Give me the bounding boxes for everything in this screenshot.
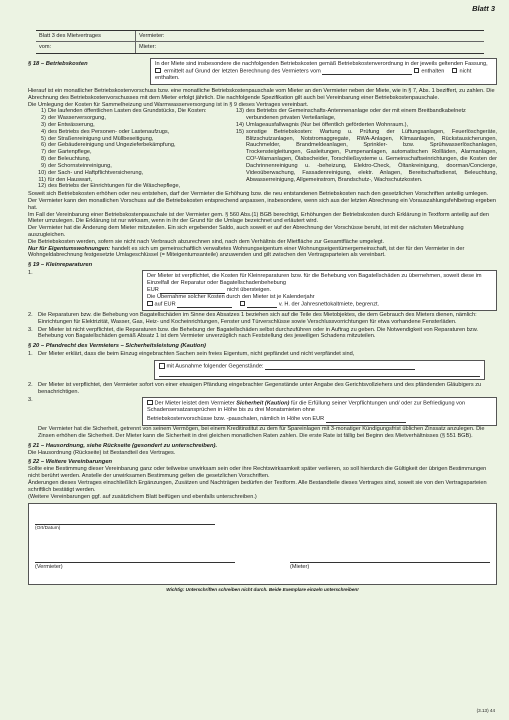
tenant-signature-field[interactable]: (Mieter)	[290, 562, 490, 571]
annual-percent-field[interactable]	[247, 302, 277, 308]
s18-paragraph-1: Hierauf ist ein monatlicher Betriebskostenvorschuss bzw. eine monatliche Betriebskostenpauschale vom Mieter an den Vermieter neben der Miete, wie in § 7, Abs. 1 beziffert, zu zahlen. Die Abrechnung des Betriebskostenvorschusses mit dem Mieter erfolgt jährlich. Die nachfolgende Spezifikation gilt auch bei Vereinbarung einer Betriebskostenpauschale.	[28, 87, 495, 101]
s18-paragraph-4: Im Fall der Vereinbarung einer Betriebskostenpauschale ist der Vermieter gem. § 560 Abs.(1) BGB berechtigt, Erhöhungen der Betriebskosten durch Erklärung in Textform anteilig auf den Mieter umzulegen. Die Erklärung ist nur wirksam, wenn in ihr der Grund für die Umlage bezeichnet und erläutert wird.	[28, 211, 490, 225]
s22-paragraph-2: Änderungen dieses Vertrages einschließlich Ergänzungen, Zusätzen und Nachträgen bedürfen der Textform. Alle Bestandteile dieses Vertrages sind, soweit sie von den Vertragsparteien schriftlich bestätigt werden.	[28, 480, 487, 493]
s19-item-3: 3. Der Mieter ist nicht verpflichtet, die Reparaturen bzw. die Behebung der Bagatellschäden selbst durchzuführen oder in Auftrag zu geben. Die Notwendigkeit von Reparaturen bzw. Behebung von Bagatellschäden gemäß Absatz 1 ist dem Vermieter unverzüglich nach Feststellung des jeweiligen Schadens mitzuteilen.	[28, 326, 478, 340]
list-item: 3) der Entwässerung,	[41, 122, 95, 128]
exceptions-checkbox[interactable]	[159, 363, 165, 369]
deposit-box: Der Mieter leistet dem Vermieter Sicherheit (Kaution) für die Erfüllung seiner Verpflichtungen und/ oder zur Befriedigung von Schadensersatzansprüchen in Höhe bis zu drei Monatsmieten ohne Betriebskostenvorschüsse bzw. -pauschalen, nämlich in Höhe von EUR	[142, 397, 497, 426]
cost-items-list	[28, 108, 497, 190]
section-20-title: § 20 – Pfandrecht des Vermieters – Sicherheitsleistung (Kaution)	[28, 343, 206, 350]
s22-paragraph-1: Sollte eine Bestimmung dieser Vereinbarung ganz oder teilweise unwirksam sein oder ihre Rechtswirksamkeit später verlieren, so soll hierdurch die Gültigkeit der übrigen Bestimmungen nicht berührt werden. Anstelle der unwirksamen Bestimmung gelten die gesetzlichen Vorschriften.	[28, 466, 487, 480]
deposit-checkbox[interactable]	[147, 400, 153, 406]
place-date-field[interactable]: (Ort/Datum)	[35, 524, 215, 532]
s20-item-3: 3. Der Mieter leistet dem Vermieter Sicherheit (Kaution) für die Erfüllung seiner Verpflichtungen und/ oder zur Befriedigung von Schadensersatzansprüchen in Höhe bis zu drei Monatsmieten ohne Betriebskostenvorschüsse bzw. -pauschalen, nämlich in Höhe von EUR	[28, 397, 497, 426]
annual-eur-field[interactable]	[177, 302, 232, 308]
s20-paragraph-4: Der Vermieter hat die Sicherheit, getrennt von seinem Vermögen, bei einem Kreditinstitut zu dem für Spareinlagen mit 3-monatiger Kündigungsfrist üblichen Zinssatz anzulegen. Die Zinsen erhöhen die Sicherheit. Der Mieter kann die Sicherheit in drei gleichen monatlichen Raten zahlen. Die erste Rate ist fällig bei Beginn des Mietverhältnisses (§ 551 BGB).	[38, 425, 485, 439]
annual-percent-checkbox[interactable]	[240, 301, 246, 307]
small-repairs-box: Der Mieter ist verpflichtet, die Kosten für Kleinreparaturen bzw. für die Behebung von Bagatellschäden zu übernehmen, soweit diese im Einzelfall der Reparatur oder Bagatellschadenbehebung EUR nicht übersteigen. Die Übernahme solcher Kosten durch den Mieter ist je Kalenderjahr auf EUR v. H. der Jahresnettokaltmiete, begrenzt.	[142, 270, 497, 311]
footer-note: Wichtig: Unterschriften schreiben nicht durch. Beide Exemplare einzeln unterschreiben!	[166, 586, 359, 592]
s18-paragraph-2: Die Umlegung der Kosten für Sammelheizung und Warmwasserversorgung ist in § 9 dieses Vertrages vereinbart.	[28, 101, 309, 108]
list-item: 11) für den Hauswart,	[38, 176, 93, 183]
not-included-checkbox[interactable]	[452, 68, 458, 74]
section-18-head	[28, 58, 497, 85]
section-21-title: § 21 – Hausordnung, siehe Rückseite (gesondert zu unterschreiben).	[28, 442, 218, 449]
exceptions-field[interactable]	[265, 364, 415, 370]
list-item: 4) des Betriebs des Personen- oder Lastenaufzugs,	[41, 128, 170, 135]
list-item: 12) des Betriebs der Einrichtungen für die Wäschepflege,	[38, 183, 181, 190]
included-label: enthalten	[421, 68, 445, 75]
s20-item-2: 2. Der Mieter ist verpflichtet, den Vermieter sofort von einer etwaigen Pfändung eingebrachter Gegenstände unter Angabe des Gerichtsvollziehers und des pfändenden Gläubigers zu benachrichtigen.	[28, 382, 482, 396]
list-item: 15) sonstige Betriebskosten: Wartung u. Prüfung der Lüftungsanlagen, Feuerlöschgeräte, Blitzschutzanlagen, Notstromaggregate, RWA-Anlagen, Klimaanlagen, Rückstausicherungen, Rauchmelder, Brandmeldeanlagen, Sprinkler- bzw. Sprühwasserlöschanlagen, Trockensteigleitungen, Gasleitungen, Pumpenanlagen, automatischen Rollläden, Alarmanlagen, CO²-Warnanlagen, Ölabscheider, Torschließsysteme u. Gemeinschaftseinrichtungen, die Kosten der Dachrinnenreinigung u. -beheizung, Elektro-Check, Öltankreinigung, doorman/Concierge, Videoüberwachung, Fassadenreinigung, elektr. Anlagen, Bereitschaftsdienst, Beleuchtung, Abwasserreinigung, Allgemeinstrom, Brandschutz-, Wachschutzkosten.	[235, 128, 497, 183]
s18-paragraph-6: Die Betriebskosten werden, sofern sie nicht nach Verbrauch abzurechnen sind, nach dem Verhältnis der Mietfläche zur Gesamtfläche umgelegt.	[28, 238, 385, 245]
annual-eur-checkbox[interactable]	[147, 301, 153, 307]
header-landlord-field[interactable]: Vermieter:	[136, 31, 484, 42]
exceptions-field-2[interactable]	[159, 370, 480, 377]
list-item: 7) der Gartenpflege,	[41, 149, 92, 156]
list-item: 8) der Beleuchtung,	[41, 156, 91, 163]
header-contract-ref: Blatt 3 des Mietvertrages	[36, 31, 136, 42]
s18-paragraph-7: Nur für Eigentumswohnungen: handelt es sich um gemeinschaftlich verwaltetes Wohnungseigentum einer Wohnungseigentümergemeinschaft, ist der für den Vermieter in der Wohngeldabrechnung festgesetzte Umlageschlüssel (= Miteigentumsanteile) anzuwenden und gilt zwischen den Vertragsparteien als vereinbart.	[28, 245, 465, 259]
contract-header-table	[36, 30, 484, 54]
header-tenant-field[interactable]: Mieter:	[139, 44, 157, 50]
landlord-signature-field[interactable]: (Vermieter)	[35, 562, 235, 571]
operating-costs-box	[150, 58, 497, 85]
list-item: 6) der Gebäudereinigung und Ungezieferbekämpfung,	[41, 142, 176, 149]
header-date-field[interactable]: vom:	[36, 42, 136, 53]
not-included-label: nicht enthalten.	[155, 68, 472, 82]
repair-limit-amount-field[interactable]	[160, 288, 225, 294]
calc-date-field[interactable]	[322, 69, 412, 75]
s22-paragraph-3: (Weitere Vereinbarungen ggf. auf zusätzlichem Blatt beifügen und ebenfalls unterschreiben.)	[28, 493, 257, 500]
operating-costs-text: In der Miete sind insbesondere die nachfolgenden Betriebskosten gemäß Betriebskostenverordnung in der jeweils geltenden Fassung,	[155, 61, 488, 67]
s19-item-1: 1. Der Mieter ist verpflichtet, die Kosten für Kleinreparaturen bzw. für die Behebung von Bagatellschäden zu übernehmen, soweit diese im Einzelfall der Reparatur oder Bagatellschadenbehebung EUR nicht übersteigen. Die Übernahme solcher Kosten durch den Mieter ist je Kalenderjahr auf EUR v. H. der Jahresnettokaltmiete, begrenzt.	[28, 270, 497, 311]
list-item: 9) der Schornsteinreinigung,	[41, 162, 112, 169]
list-item: 13) des Betriebs der Gemeinschafts-Antennenanlage oder der mit einem Breitbandkabelnetz verbundenen privaten Verteilanlage,	[235, 108, 466, 122]
signature-box	[28, 503, 497, 585]
form-code: (3.13) 44	[476, 708, 495, 714]
s18-paragraph-3: Soweit sich Betriebskosten erhöhen oder neu entstehen, darf der Vermieter die Erhöhung bzw. die neu entstandenen Betriebskosten nach den gesetzlichen Vorschriften anteilig umlegen. Der Vermieter kann den monatlichen Vorschuss auf die Betriebskosten entsprechend anpassen, insbesondere, wenn sich aus der letzten Abrechnung ein Vorauszahlungsfehlbetrag ergeben hat.	[28, 191, 496, 211]
s18-paragraph-5: Der Vermieter hat die Änderung dem Mieter mitzuteilen. Ein sich ergebender Saldo, auch soweit er auf der Abrechnung der Vorschüsse beruht, ist mit der nächsten Mietzahlung auszugleichen.	[28, 225, 464, 238]
list-item: 2) der Wasserversorgung,	[41, 115, 106, 122]
s21-paragraph: Die Hausordnung (Rückseite) ist Bestandteil des Vertrages.	[28, 449, 176, 456]
cost-items-left	[28, 108, 228, 190]
list-item: 14) Umlageausfallwagnis (Nur bei öffentlich geförderten Wohnraum.),	[235, 122, 409, 128]
exceptions-box: mit Ausnahme folgender Gegenstände:	[154, 360, 485, 380]
section-22-title: § 22 – Weitere Vereinbarungen	[28, 459, 113, 466]
cost-items-right	[232, 108, 497, 190]
s20-item-1: 1. Der Mieter erklärt, dass die beim Einzug eingebrachten Sachen sein freies Eigentum, nicht gepfändet und nicht verpfändet sind,	[28, 351, 355, 358]
included-checkbox[interactable]	[414, 68, 420, 74]
page-label: Blatt 3	[472, 4, 495, 13]
list-item: 1) Die laufenden öffentlichen Lasten des Grundstücks, Die Kosten:	[41, 108, 207, 115]
s19-item-2: 2. Die Reparaturen bzw. die Behebung von Bagatellschäden im Sinne des Absatzes 1 beziehen sich auf die Teile des Mietobjektes, die dem Gebrauch des Mieters dienen, nämlich: Einrichtungen für Elektrizität, Wasser, Gas, Heiz- und Kocheinrichtungen, Fenster und Türverschlüsse sowie Verschlussvorrichtungen für etwa vorhandene Fensterläden.	[28, 311, 477, 325]
calc-label: ermittelt auf Grund der letzten Berechnung des Vermieters vom	[164, 68, 321, 75]
list-item: 10) der Sach- und Haftpflichtversicherung,	[38, 169, 144, 176]
section-18-title: § 18 – Betriebskosten	[28, 61, 88, 67]
calc-checkbox[interactable]	[155, 68, 161, 74]
section-19-title: § 19 – Kleinreparaturen	[28, 262, 93, 269]
deposit-amount-field[interactable]	[326, 417, 406, 423]
list-item: 5) der Straßenreinigung und Müllbeseitigung,	[41, 135, 154, 142]
